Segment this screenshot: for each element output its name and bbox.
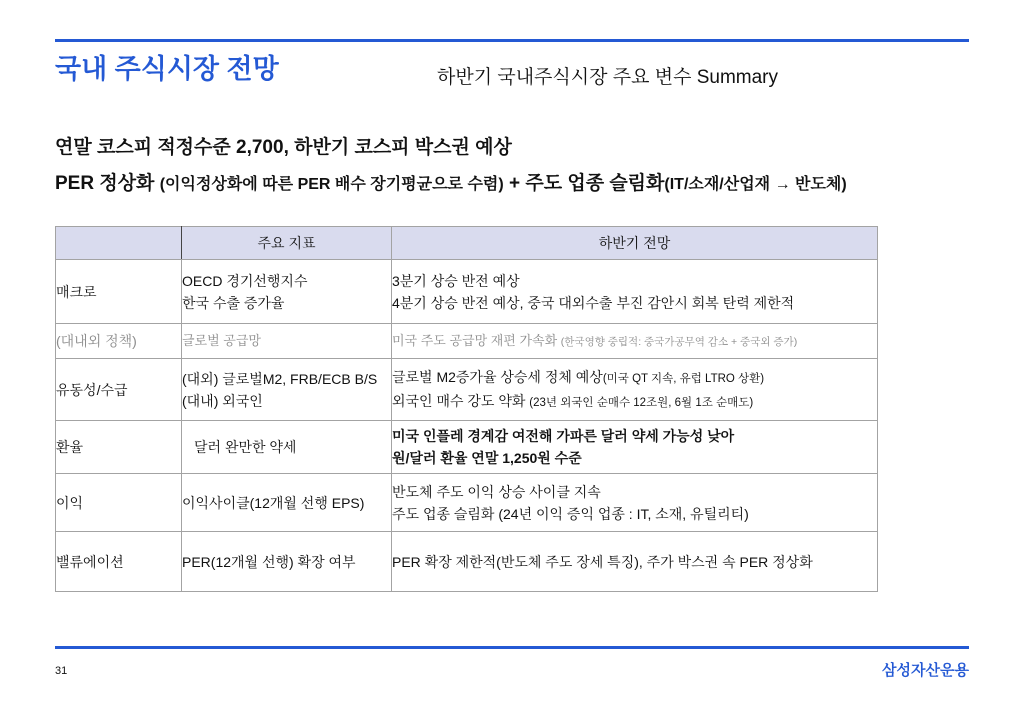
indicator-text: 이익사이클(12개월 선행 EPS) [182, 494, 365, 511]
table-row-fx [56, 421, 878, 474]
row-outlook [392, 324, 878, 359]
indicator-text: 글로벌 공급망 [182, 333, 261, 348]
company-logo-text: 삼성자산운용 [882, 662, 969, 679]
summary-line-2-main-2: + 주도 업종 슬림화 [508, 173, 665, 194]
table-header-row [56, 227, 878, 260]
bottom-divider [55, 646, 969, 649]
outlook-text: PER 확장 제한적(반도체 주도 장세 특징), 주가 박스권 속 PER 정상화 [392, 553, 813, 570]
indicator-text: 달러 완만한 약세 [194, 439, 297, 455]
outlook-text: 외국인 매수 강도 약화 [392, 392, 526, 409]
row-indicators [182, 421, 392, 474]
outlook-text: 4분기 상승 반전 예상, 중국 대외수출 부진 감안시 회복 탄력 제한적 [392, 294, 795, 311]
page-title: 국내 주식시장 전망 [55, 54, 279, 84]
page-number: 31 [55, 665, 68, 677]
table-row-valuation [56, 532, 878, 592]
table-row-macro [56, 260, 878, 324]
outlook-text: 미국 인플레 경계감 여전해 가파른 달러 약세 가능성 낮아 [392, 428, 735, 444]
row-outlook [392, 359, 878, 421]
table-row-earnings [56, 474, 878, 532]
indicator-table [55, 226, 878, 592]
indicator-text: 한국 수출 증가율 [182, 294, 285, 311]
indicator-text: OECD 경기선행지수 [182, 272, 308, 289]
outlook-text: 반도체 주도 이익 상승 사이클 지속 [392, 483, 601, 500]
outlook-text: 미국 주도 공급망 재편 가속화 [392, 332, 558, 348]
outlook-line [392, 330, 877, 353]
indicator-text: (대내) 외국인 [182, 392, 263, 409]
row-indicators [182, 474, 392, 532]
row-outlook [392, 474, 878, 532]
outlook-text: 원/달러 환율 연말 1,250원 수준 [392, 450, 582, 466]
row-indicators [182, 359, 392, 421]
row-category: 유동성/수급 [56, 359, 182, 421]
outlook-line [392, 366, 877, 390]
summary-line-2 [55, 171, 847, 198]
summary-line-1: 연말 코스피 적정수준 2,700, 하반기 코스피 박스권 예상 [55, 137, 512, 158]
row-category: 이익 [56, 474, 182, 532]
summary-line-2-main-1: PER 정상화 [55, 173, 155, 194]
top-divider [55, 39, 969, 42]
indicator-text: (대외) 글로벌M2, FRB/ECB B/S [182, 370, 378, 387]
row-category: (대내외 정책) [56, 324, 182, 359]
row-category: 환율 [56, 421, 182, 474]
page-subtitle: 하반기 국내주식시장 주요 변수 Summary [437, 67, 779, 88]
outlook-note: (미국 QT 지속, 유럽 LTRO 상환) [602, 372, 765, 385]
row-outlook [392, 260, 878, 324]
header-indicator: 주요 지표 [182, 227, 392, 260]
header-outlook: 하반기 전망 [392, 227, 878, 260]
table-row-liquidity [56, 359, 878, 421]
outlook-text: 글로벌 M2증가율 상승세 정체 예상 [392, 368, 603, 385]
row-indicators [182, 260, 392, 324]
summary-line-2-note-2: (IT/소재/산업재 → 반도체) [664, 176, 847, 193]
row-outlook [392, 421, 878, 474]
row-indicators [182, 324, 392, 359]
summary-line-2-note-1: (이익정상화에 따른 PER 배수 장기평균으로 수렴) [159, 176, 504, 193]
indicator-text: PER(12개월 선행) 확장 여부 [182, 553, 356, 570]
header-category-cell [56, 227, 182, 260]
outlook-text: 3분기 상승 반전 예상 [392, 272, 520, 289]
outlook-note: (한국영향 중립적: 중국가공무역 감소 + 중국외 증가) [560, 335, 798, 348]
row-category: 매크로 [56, 260, 182, 324]
outlook-note: (23년 외국인 순매수 12조원, 6월 1조 순매도) [529, 396, 754, 409]
outlook-line [392, 390, 877, 414]
row-category: 밸류에이션 [56, 532, 182, 592]
row-indicators [182, 532, 392, 592]
table-row-policy [56, 324, 878, 359]
outlook-text: 주도 업종 슬림화 (24년 이익 증익 업종 : IT, 소재, 유틸리티) [392, 505, 749, 522]
row-outlook [392, 532, 878, 592]
